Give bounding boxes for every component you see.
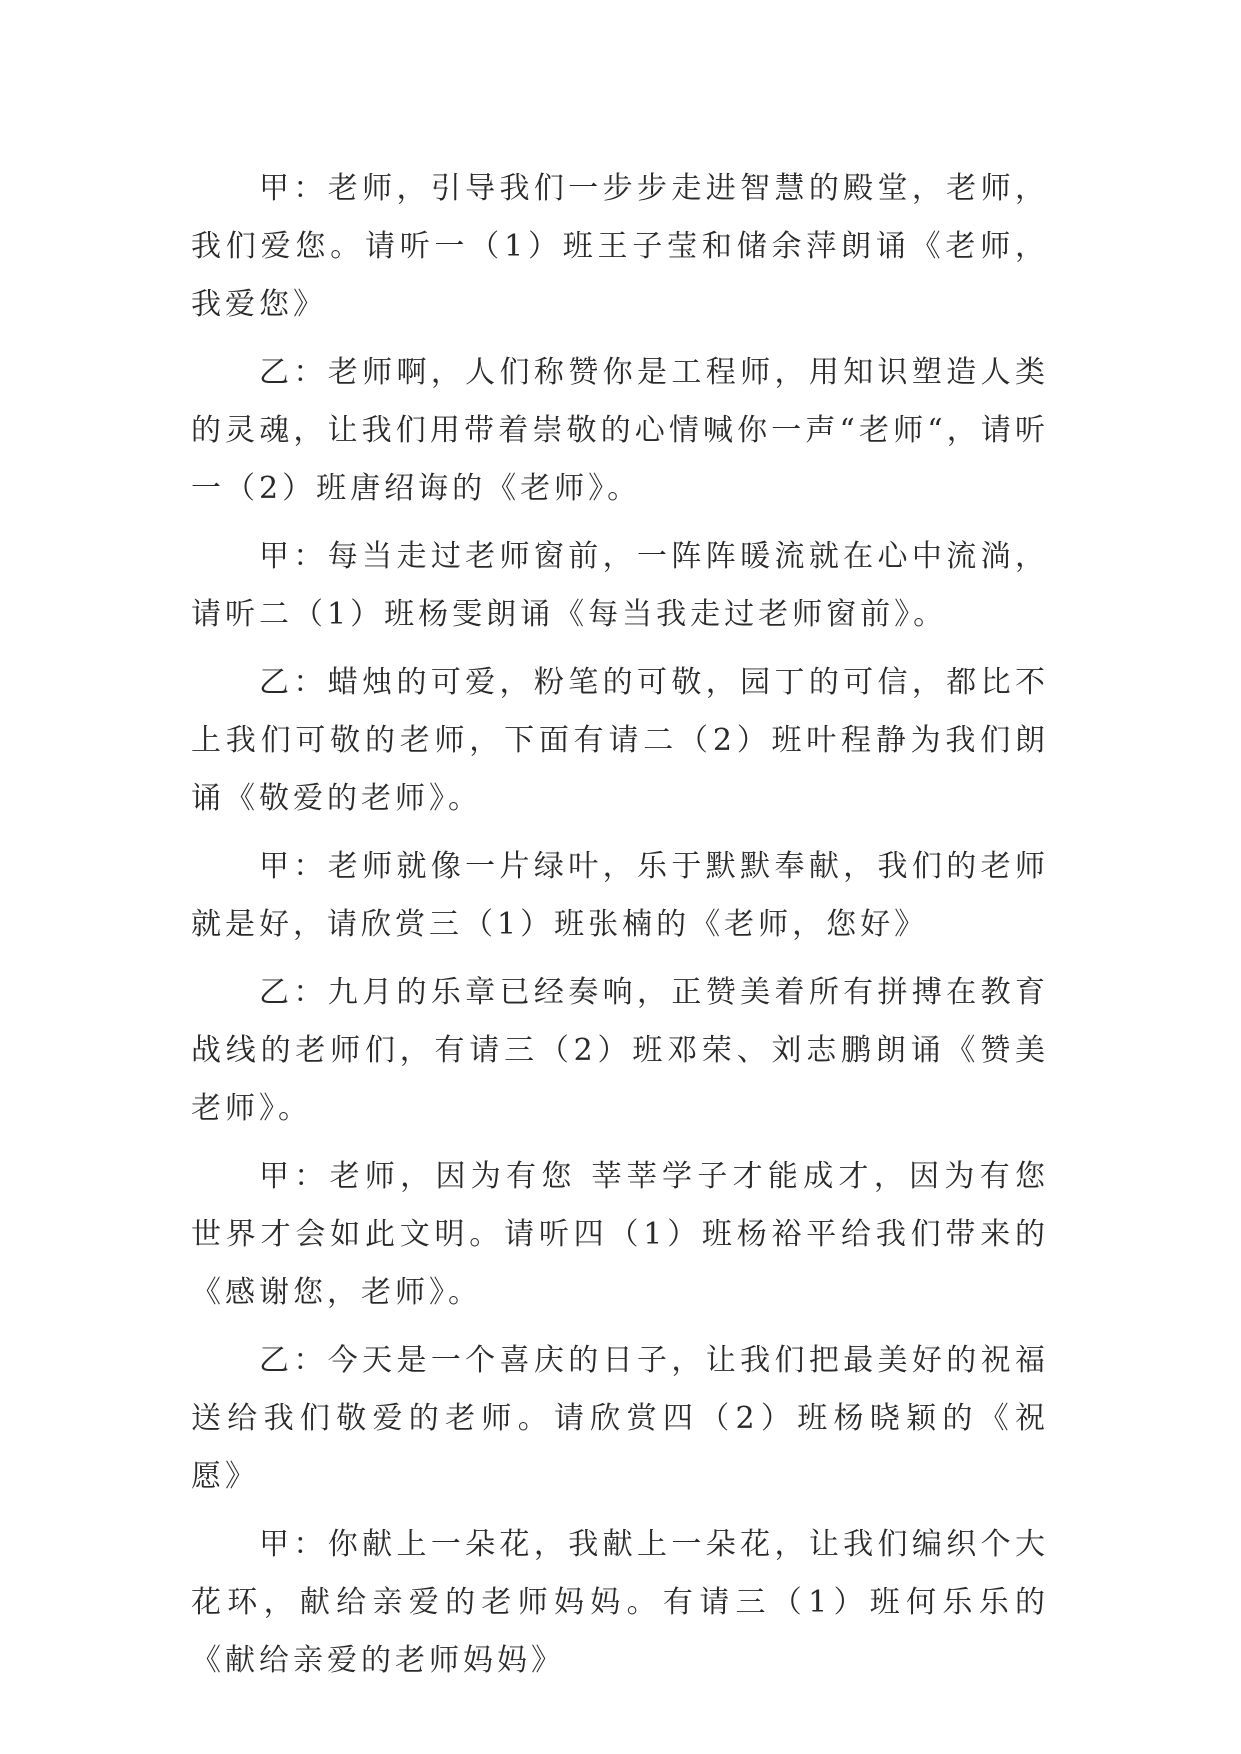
paragraph: 甲：老师就像一片绿叶，乐于默默奉献，我们的老师就是好，请欣赏三（1）班张楠的《老师，您好》	[191, 849, 1049, 942]
paragraph: 乙：今天是一个喜庆的日子，让我们把最美好的祝福送给我们敬爱的老师。请欣赏四（2）班杨晓颖的《祝愿》	[191, 1343, 1049, 1494]
document-body	[191, 160, 1049, 1700]
paragraph: 乙：九月的乐章已经奏响，正赞美着所有拼搏在教育战线的老师们，有请三（2）班邓荣、刘志鹏朗诵《赞美老师》。	[191, 975, 1049, 1126]
paragraph: 乙：老师啊，人们称赞你是工程师，用知识塑造人类的灵魂，让我们用带着崇敬的心情喊你一声“老师“，请听一（2）班唐绍诲的《老师》。	[191, 355, 1049, 506]
paragraph: 甲：每当走过老师窗前，一阵阵暖流就在心中流淌，请听二（1）班杨雯朗诵《每当我走过老师窗前》。	[191, 539, 1049, 632]
paragraph: 甲：老师，因为有您 莘莘学子才能成才，因为有您 世界才会如此文明。请听四（1）班杨裕平给我们带来的《感谢您，老师》。	[191, 1159, 1049, 1310]
paragraph: 甲：你献上一朵花，我献上一朵花，让我们编织个大花环，献给亲爱的老师妈妈。有请三（1）班何乐乐的《献给亲爱的老师妈妈》	[191, 1527, 1049, 1678]
paragraph: 乙：蜡烛的可爱，粉笔的可敬，园丁的可信，都比不上我们可敬的老师，下面有请二（2）班叶程静为我们朗诵《敬爱的老师》。	[191, 665, 1049, 816]
paragraph: 甲：老师，引导我们一步步走进智慧的殿堂，老师，我们爱您。请听一（1）班王子莹和储余萍朗诵《老师，我爱您》	[191, 171, 1049, 322]
